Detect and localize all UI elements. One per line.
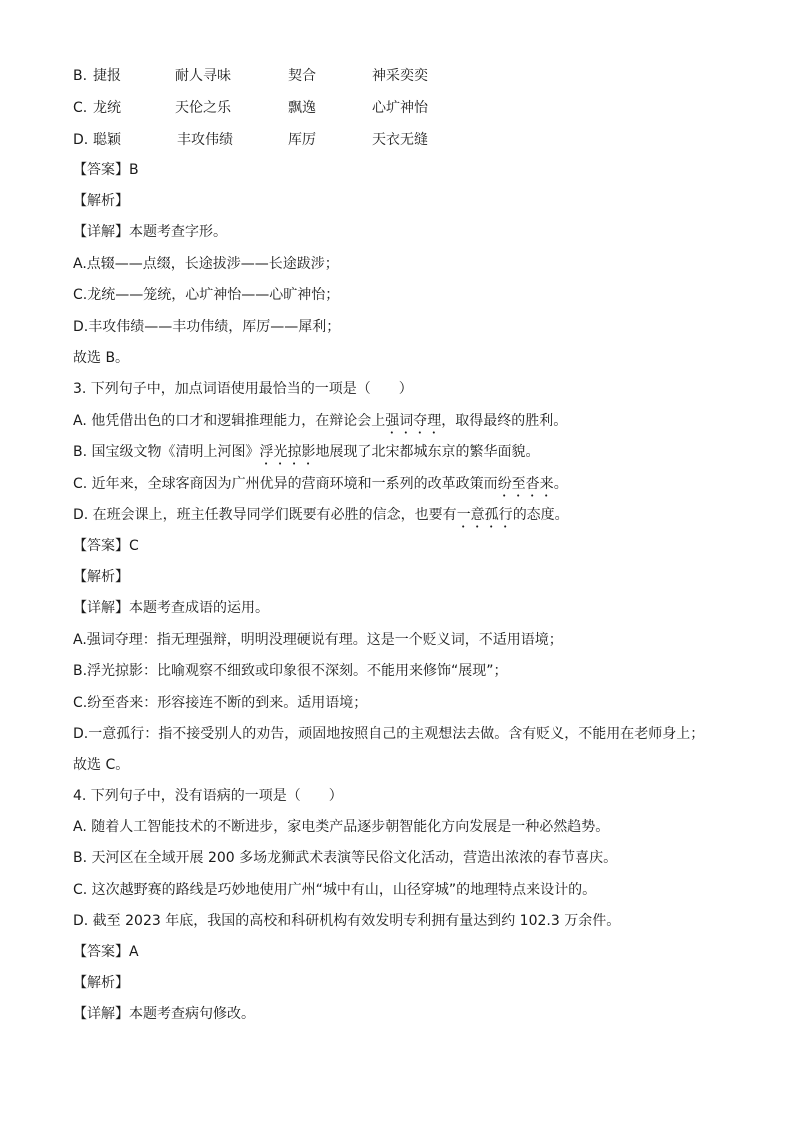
answer-label: 【答案】C	[73, 538, 139, 554]
option-word-3: 飘逸	[288, 100, 316, 116]
option-word-3: 契合	[288, 68, 316, 84]
analysis-label: 【解析】	[73, 975, 129, 991]
option-text: B. 国宝级文物《清明上河图》	[73, 444, 260, 460]
option-letter: B.	[73, 68, 88, 84]
detail-text: 【详解】本题考查病句修改。	[73, 1006, 255, 1022]
dotted-word: 一意孤行	[456, 507, 513, 523]
option-word-4: 神采奕奕	[372, 68, 428, 84]
detail-text: 【详解】本题考查成语的运用。	[73, 600, 269, 616]
note-line: A.点辍——点缀，长途拔涉——长途跋涉；	[73, 256, 339, 272]
option-word-4: 心圹神怡	[372, 100, 428, 116]
option-text: 地展现了北宋都城东京的繁华面貌。	[315, 444, 540, 460]
conclusion-text: 故选 C。	[73, 757, 130, 773]
note-line: C.龙统——笼统，心圹神怡——心旷神怡；	[73, 287, 340, 303]
option-word-4: 天衣无缝	[372, 132, 428, 148]
question-option-d: D. 截至 2023 年底，我国的高校和科研机构有效发明专利拥有量达到约 102.3 万余件。	[73, 913, 621, 929]
option-text: 。	[553, 476, 568, 492]
analysis-label: 【解析】	[73, 193, 129, 209]
option-text: 的态度。	[512, 507, 569, 523]
note-line: B.浮光掠影：比喻观察不细致或印象很不深刻。不能用来修饰“展现”；	[73, 663, 508, 679]
question-option-b	[73, 443, 540, 468]
option-text: D. 在班会课上，班主任教导同学们既要有必胜的信念，也要有	[73, 507, 457, 523]
question-option-a: A. 随着人工智能技术的不断进步，家电类产品逐步朝智能化方向发展是一种必然趋势。	[73, 819, 610, 835]
option-letter: D.	[73, 132, 89, 148]
note-line: D.一意孤行：指不接受别人的劝告，顽固地按照自己的主观想法去做。含有贬义，不能用在老师身上；	[73, 726, 705, 742]
dotted-word: 强词夺理	[385, 413, 442, 429]
option-word-2: 耐人寻味	[175, 68, 231, 84]
option-text: A. 他凭借出色的口才和逻辑推理能力，在辩论会上	[73, 413, 386, 429]
note-line: A.强词夺理：指无理强辩，明明没理硬说有理。这是一个贬义词，不适用语境；	[73, 632, 563, 648]
option-word-3: 厍厉	[288, 132, 316, 148]
option-word-2: 丰攻伟绩	[177, 132, 233, 148]
option-text: ，取得最终的胜利。	[441, 413, 568, 429]
detail-text: 【详解】本题考查字形。	[73, 224, 227, 240]
note-line: C.纷至沓来：形容接连不断的到来。适用语境；	[73, 695, 368, 711]
option-word-1: 聪颖	[93, 132, 121, 148]
question-stem: 3. 下列句子中，加点词语使用最恰当的一项是（ ）	[73, 381, 413, 397]
note-line: D.丰攻伟绩——丰功伟绩，厍厉——犀利；	[73, 319, 341, 335]
option-text: C. 近年来，全球客商因为广州优异的营商环境和一系列的改革政策而	[73, 476, 498, 492]
analysis-label: 【解析】	[73, 569, 129, 585]
dotted-word: 纷至沓来	[497, 476, 554, 492]
question-option-b: B. 天河区在全域开展 200 多场龙狮武术表演等民俗文化活动，营造出浓浓的春节喜庆。	[73, 850, 618, 866]
conclusion-text: 故选 B。	[73, 350, 130, 366]
question-option-c	[73, 475, 568, 500]
question-option-d	[73, 506, 569, 531]
answer-label: 【答案】B	[73, 162, 139, 178]
question-option-a	[73, 412, 567, 437]
question-option-c: C. 这次越野赛的路线是巧妙地使用广州“城中有山，山径穿城”的地理特点来设计的。	[73, 882, 597, 898]
option-word-1: 龙统	[93, 100, 121, 116]
option-letter: C.	[73, 100, 88, 116]
dotted-word: 浮光掠影	[259, 444, 316, 460]
option-word-1: 捷报	[93, 68, 121, 84]
option-word-2: 天伦之乐	[175, 100, 231, 116]
answer-label: 【答案】A	[73, 944, 139, 960]
question-stem: 4. 下列句子中，没有语病的一项是（ ）	[73, 788, 343, 804]
